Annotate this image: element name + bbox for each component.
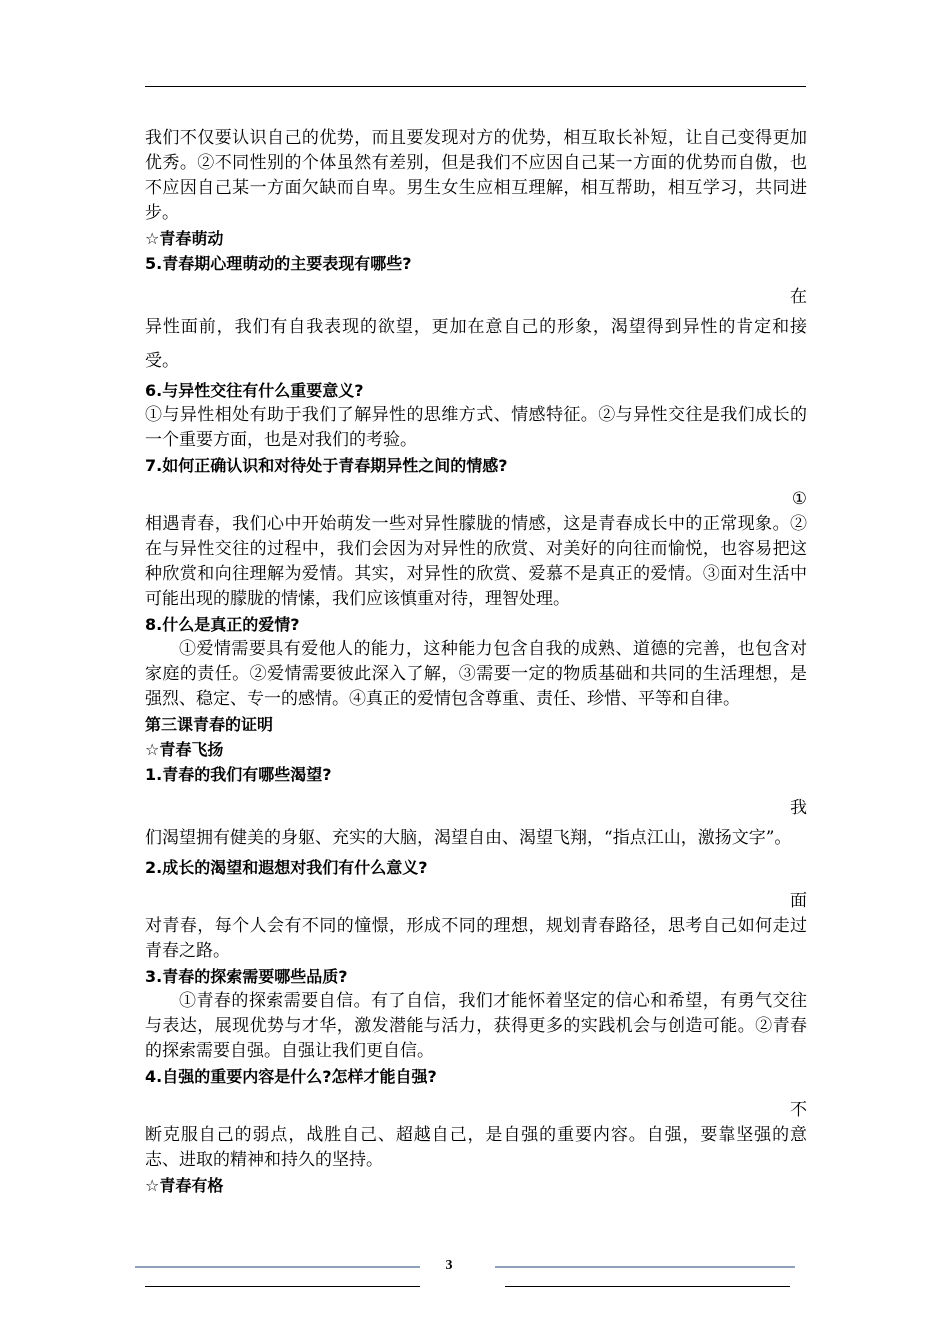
question-8: 8.什么是真正的爱情? — [145, 615, 300, 634]
answer-1-lead: 我 — [790, 798, 807, 818]
answer-7-lead: ① — [791, 489, 807, 509]
answer-3: ①青春的探索需要自信。有了自信，我们才能怀着坚定的信心和希望，有勇气交往与表达，展现优势与才华，激发潜能与活力，获得更多的实践机会与创造可能。②青春的探索需要自强。自强让我们更自信。 — [145, 991, 807, 1061]
page-footer — [135, 1258, 805, 1298]
section-heading-youth-stirring: ☆青春萌动 — [145, 229, 224, 248]
answer-5-lead: 在 — [790, 287, 807, 307]
question-4: 4.自强的重要内容是什么?怎样才能自强? — [145, 1067, 437, 1086]
footer-rule-left-bottom — [145, 1286, 420, 1287]
answer-2-lead: 面 — [790, 891, 807, 911]
page-number: 3 — [445, 1258, 453, 1273]
question-1: 1.青春的我们有哪些渴望? — [145, 765, 332, 784]
question-7: 7.如何正确认识和对待处于青春期异性之间的情感? — [145, 456, 508, 475]
answer-6: ①与异性相处有助于我们了解异性的思维方式、情感特征。②与异性交往是我们成长的一个重要方面，也是对我们的考验。 — [145, 405, 807, 450]
answer-4-lead: 不 — [790, 1100, 807, 1120]
question-3: 3.青春的探索需要哪些品质? — [145, 967, 348, 986]
section-heading-youth-soaring: ☆青春飞扬 — [145, 740, 224, 759]
footer-rule-left-top — [135, 1266, 420, 1268]
footer-rule-right-top — [495, 1266, 795, 1268]
page-content — [145, 126, 807, 1198]
answer-2: 对青春，每个人会有不同的憧憬，形成不同的理想，规划青春路径，思考自己如何走过青春之路。 — [145, 916, 807, 961]
lesson-heading: 第三课青春的证明 — [145, 715, 274, 734]
answer-5: 异性面前，我们有自我表现的欲望，更加在意自己的形象，渴望得到异性的肯定和接受。 — [145, 317, 807, 371]
answer-4: 断克服自己的弱点，战胜自己、超越自己，是自强的重要内容。自强，要靠坚强的意志、进取的精神和持久的坚持。 — [145, 1125, 807, 1170]
footer-rule-right-bottom — [505, 1286, 790, 1287]
question-6: 6.与异性交往有什么重要意义? — [145, 381, 364, 400]
question-5: 5.青春期心理萌动的主要表现有哪些? — [145, 254, 412, 273]
answer-7: 相遇青春，我们心中开始萌发一些对异性朦胧的情感，这是青春成长中的正常现象。②在与异性交往的过程中，我们会因为对异性的欣赏、对美好的向往而愉悦，也容易把这种欣赏和向往理解为爱情。其实，对异性的欣赏、爱慕不是真正的爱情。③面对生活中可能出现的朦胧的情愫，我们应该慎重对待，理智处理。 — [145, 514, 807, 609]
section-heading-youth-character: ☆青春有格 — [145, 1176, 224, 1195]
answer-1: 们渴望拥有健美的身躯、充实的大脑，渴望自由、渴望飞翔，“指点江山，激扬文字”。 — [145, 828, 792, 848]
answer-8: ①爱情需要具有爱他人的能力，这种能力包含自我的成熟、道德的完善，也包含对家庭的责任。②爱情需要彼此深入了解，③需要一定的物质基础和共同的生活理想，是强烈、稳定、专一的感情。④真正的爱情包含尊重、责任、珍惜、平等和自律。 — [145, 639, 807, 709]
paragraph-gender-differences: 我们不仅要认识自己的优势，而且要发现对方的优势，相互取长补短，让自己变得更加优秀。②不同性别的个体虽然有差别，但是我们不应因自己某一方面的优势而自傲，也不应因自己某一方面欠缺而自卑。男生女生应相互理解，相互帮助，相互学习，共同进步。 — [145, 128, 807, 223]
question-2: 2.成长的渴望和遐想对我们有什么意义? — [145, 858, 428, 877]
header-rule — [145, 86, 806, 87]
